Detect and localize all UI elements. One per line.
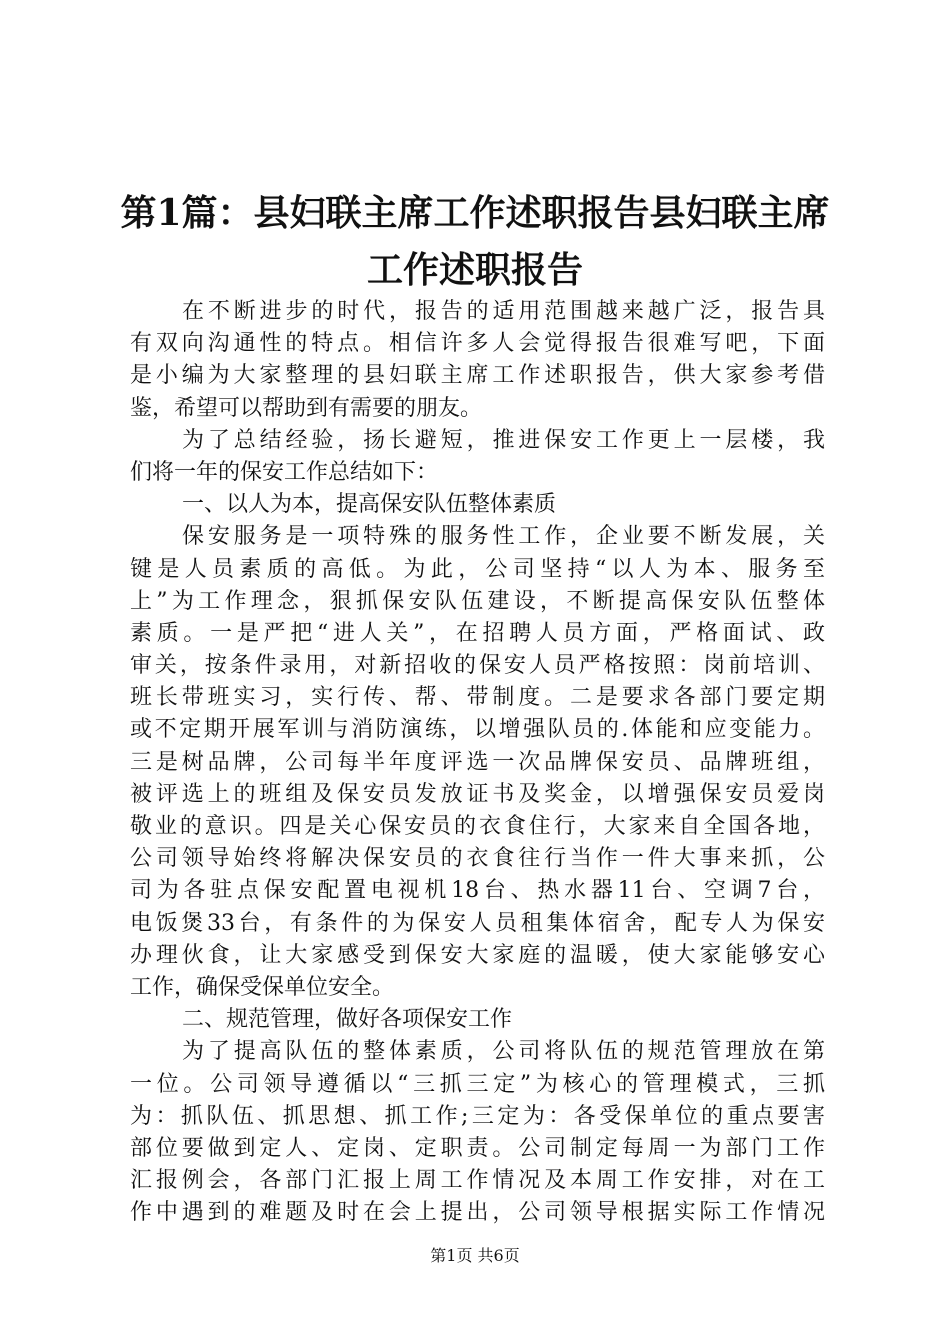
body-line: 司为各驻点保安配置电视机18台、热水器11台、空调7台， <box>130 878 825 904</box>
body-line: 有双向沟通性的特点。相信许多人会觉得报告很难写吧，下面 <box>130 331 825 357</box>
body-line: 班长带班实习，实行传、帮、带制度。二是要求各部门要定期 <box>130 685 825 711</box>
body-line: 审关，按条件录用，对新招收的保安人员严格按照：岗前培训、 <box>130 653 825 679</box>
body-line: 一位。公司领导遵循以“三抓三定”为核心的管理模式，三抓 <box>130 1071 825 1097</box>
document-title-line-2: 工作述职报告 <box>366 249 583 291</box>
section-heading: 一、以人为本，提高保安队伍整体素质 <box>182 492 557 518</box>
body-line: 为了总结经验，扬长避短，推进保安工作更上一层楼，我 <box>182 427 825 453</box>
document-body <box>130 296 825 1229</box>
body-line: 电饭煲33台，有条件的为保安人员租集体宿舍，配专人为保安 <box>130 910 825 936</box>
body-line: 键是人员素质的高低。为此，公司坚持“以人为本、服务至 <box>130 556 825 582</box>
body-line: 保安服务是一项特殊的服务性工作，企业要不断发展，关 <box>182 524 825 550</box>
body-line: 办理伙食，让大家感受到保安大家庭的温暖，使大家能够安心 <box>130 942 825 968</box>
body-line: 是小编为大家整理的县妇联主席工作述职报告，供大家参考借 <box>130 363 825 389</box>
body-line: 部位要做到定人、定岗、定职责。公司制定每周一为部门工作 <box>130 1135 825 1161</box>
body-line: 工作，确保受保单位安全。 <box>130 974 395 1000</box>
document-title-line-1: 第1篇：县妇联主席工作述职报告县妇联主席 <box>120 192 830 234</box>
body-line: 为了提高队伍的整体素质，公司将队伍的规范管理放在第 <box>182 1039 825 1065</box>
body-line: 公司领导始终将解决保安员的衣食往行当作一件大事来抓，公 <box>130 846 825 872</box>
body-line: 素质。一是严把“进人关”，在招聘人员方面，严格面试、政 <box>130 620 825 646</box>
body-line: 们将一年的保安工作总结如下： <box>130 459 439 485</box>
body-line: 汇报例会，各部门汇报上周工作情况及本周工作安排，对在工 <box>130 1168 825 1194</box>
body-line: 被评选上的班组及保安员发放证书及奖金，以增强保安员爱岗 <box>130 781 825 807</box>
body-line: 三是树品牌，公司每半年度评选一次品牌保安员、品牌班组， <box>130 749 825 775</box>
body-line: 作中遇到的难题及时在会上提出，公司领导根据实际工作情况 <box>130 1200 825 1226</box>
body-line: 或不定期开展军训与消防演练，以增强队员的.体能和应变能力。 <box>130 717 825 743</box>
section-heading: 二、规范管理，做好各项保安工作 <box>182 1007 513 1033</box>
body-line: 为：抓队伍、抓思想、抓工作;三定为：各受保单位的重点要害 <box>130 1103 825 1129</box>
body-line: 上”为工作理念，狠抓保安队伍建设，不断提高保安队伍整体 <box>130 588 825 614</box>
page-footer: 第1页 共6页 <box>430 1246 520 1265</box>
body-line: 在不断进步的时代，报告的适用范围越来越广泛，报告具 <box>182 299 825 324</box>
body-line: 敬业的意识。四是关心保安员的衣食住行，大家来自全国各地， <box>130 814 825 839</box>
body-line: 鉴，希望可以帮助到有需要的朋友。 <box>130 395 483 421</box>
